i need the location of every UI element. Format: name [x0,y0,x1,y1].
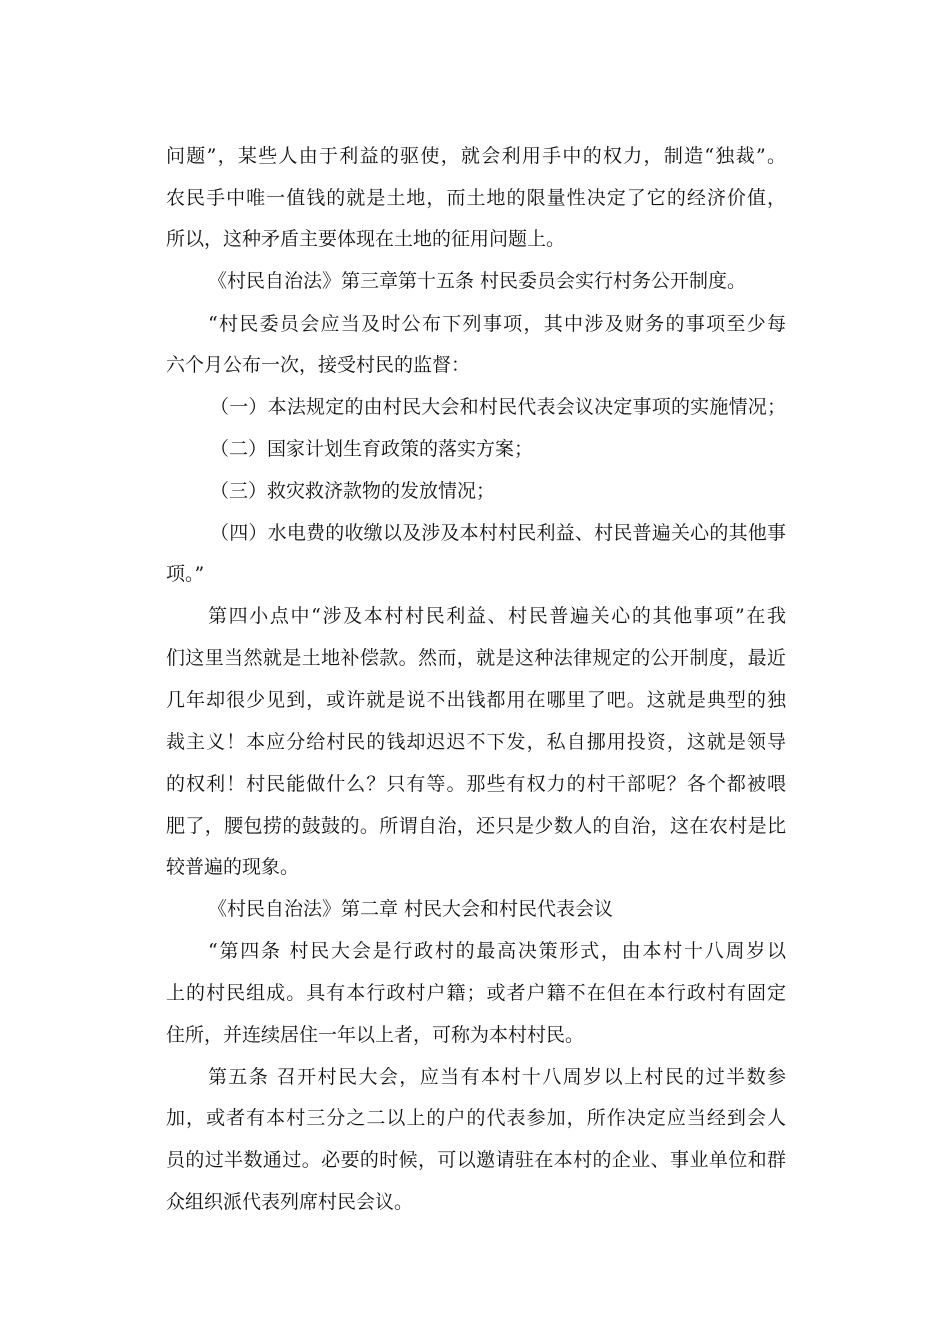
text-line: “第四条 村民大会是行政村的最高决策形式，由本村十八周岁以 [208,940,786,962]
text-line: 众组织派代表列席村民会议。 [166,1191,414,1213]
text-line: 肥了，腰包捞的鼓鼓的。所谓自治，还只是少数人的自治，这在农村是比 [166,815,786,837]
text-line: 农民手中唯一值钱的就是土地，而土地的限量性决定了它的经济价值， [166,187,786,209]
text-line: 六个月公布一次，接受村民的监督： [166,354,471,376]
text-line: 几年却很少见到，或许就是说不出钱都用在哪里了吧。这就是典型的独 [166,689,786,711]
text-line: 第五条 召开村民大会，应当有本村十八周岁以上村民的过半数参 [208,1066,786,1088]
list-item: （三）救灾救济款物的发放情况； [210,480,496,502]
text-line: 所以，这种矛盾主要体现在土地的征用问题上。 [166,228,566,250]
text-line: 住所，并连续居住一年以上者，可称为本村村民。 [166,1024,585,1046]
text-line: 《村民自治法》第三章第十五条 村民委员会实行村务公开制度。 [208,270,747,292]
list-item: （一）本法规定的由村民大会和村民代表会议决定事项的实施情况； [210,396,786,418]
text-line: 们这里当然就是土地补偿款。然而，就是这种法律规定的公开制度，最近 [166,647,786,669]
text-line: 的权利！村民能做什么？只有等。那些有权力的村干部呢？各个都被喂 [166,773,786,795]
text-line: 员的过半数通过。必要的时候，可以邀请驻在本村的企业、事业单位和群 [166,1149,786,1171]
text-line: 较普遍的现象。 [166,856,300,878]
text-line: 裁主义！本应分给村民的钱却迟迟不下发，私自挪用投资，这就是领导 [166,731,786,753]
text-line: 加，或者有本村三分之二以上的户的代表参加，所作决定应当经到会人 [166,1107,786,1129]
list-item: （四）水电费的收缴以及涉及本村村民利益、村民普遍关心的其他事 [210,522,786,544]
text-line: “村民委员会应当及时公布下列事项，其中涉及财务的事项至少每 [208,313,786,335]
text-line: 项。” [166,563,205,585]
text-line: 上的村民组成。具有本行政村户籍；或者户籍不在但在本行政村有固定 [166,982,786,1004]
text-line: 《村民自治法》第二章 村民大会和村民代表会议 [208,898,614,920]
list-item: （二）国家计划生育政策的落实方案； [210,438,534,460]
text-line: 第四小点中“涉及本村村民利益、村民普遍关心的其他事项”在我 [208,605,786,627]
text-line: 问题”，某些人由于利益的驱使，就会利用手中的权力，制造“独裁”。 [166,145,786,167]
